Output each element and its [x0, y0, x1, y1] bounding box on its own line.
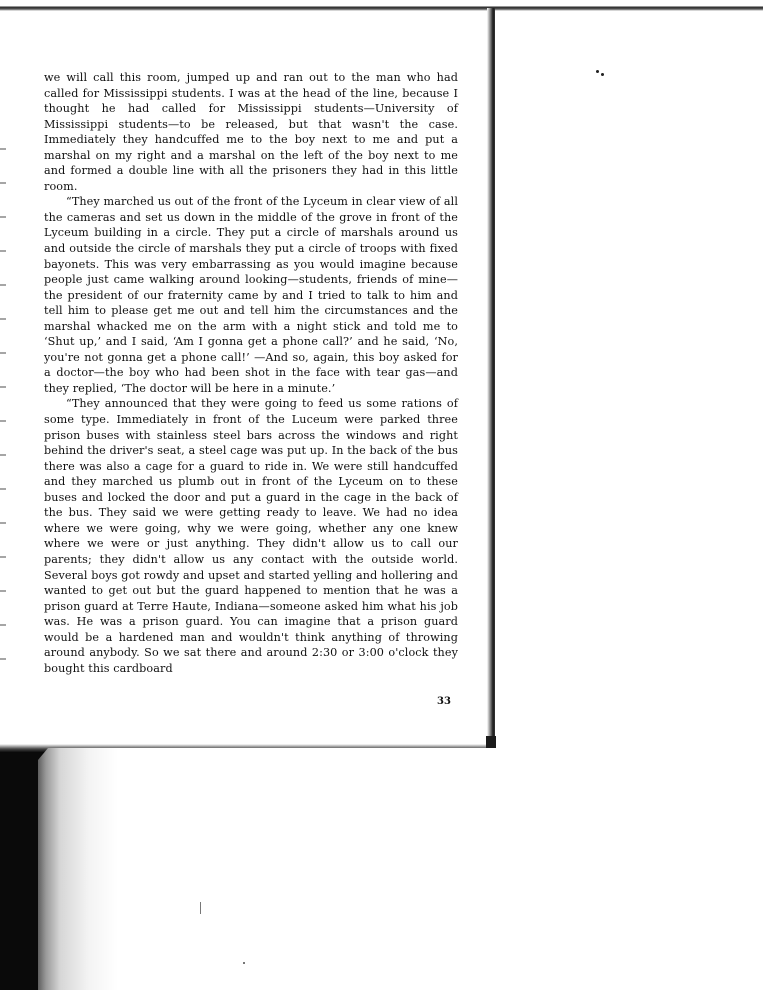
underlying-sheet: [38, 748, 508, 990]
scan-top-edge: [0, 0, 763, 12]
paragraph: we will call this room, jumped up and ran out to the man who had called for Mississippi students. I was at the head of the line, because I thought he had called for Mississippi students—University of Mississippi students—to be released, but that wasn't the case. Immediately they handcuffed me to the boy next to me and put a marshal on my right and a marshal on the left of the boy next to me and formed a double line with all the prisoners they had in this little room.: [44, 71, 458, 193]
scan-speck: [200, 902, 201, 914]
scan-left-edge-marks: [0, 130, 6, 670]
page-number: 33: [437, 696, 451, 707]
scan-speck-mark: [596, 70, 606, 78]
scan-speck: [243, 962, 245, 964]
paragraph: “They marched us out of the front of the Lyceum in clear view of all the cameras and set us down in the middle of the grove in front of the Lyceum building in a circle. They put a circle of marshals around us and outside the circle of marshals they put a circle of troops with fixed bayonets. This was very embarrassing as you would imagine because people just came walking around looking—students, friends of mine—the president of our fraternity came by and I tried to talk to him and tell him to please get me out and tell him the circumstances and the marshal whacked me on the arm with a night stick and told me to ‘Shut up,’ and I said, ‘Am I gonna get a phone call?’ and he said, ‘No, you're not gonna get a phone call!’ —And so, again, this boy asked for a doctor—the boy who had been shot in the face with tear gas—and they replied, ‘The doctor will be here in a minute.’: [44, 195, 458, 395]
body-text: [44, 70, 458, 676]
paragraph: “They announced that they were going to feed us some rations of some type. Immediately in front of the Luceum were parked three prison buses with stainless steel bars across the windows and right behind the driver's seat, a steel cage was put up. In the back of the bus there was also a cage for a guard to ride in. We were still handcuffed and they marched us plumb out in front of the Lyceum on to these buses and locked the door and put a guard in the cage in the back of the bus. They said we were getting ready to leave. We had no idea where we were going, why we were going, whether any one knew where we were or just anything. They didn't allow us to call our parents; they didn't allow us any contact with the outside world. Several boys got rowdy and upset and started yelling and hollering and wanted to get out but the guard happened to mention that he was a prison guard at Terre Haute, Indiana—someone asked him what his job was. He was a prison guard. You can imagine that a prison guard would be a hardened man and wouldn't think anything of throwing around anybody. So we sat there and around 2:30 or 3:00 o'clock they bought this cardboard: [44, 397, 458, 675]
page-right-edge: [487, 8, 495, 748]
